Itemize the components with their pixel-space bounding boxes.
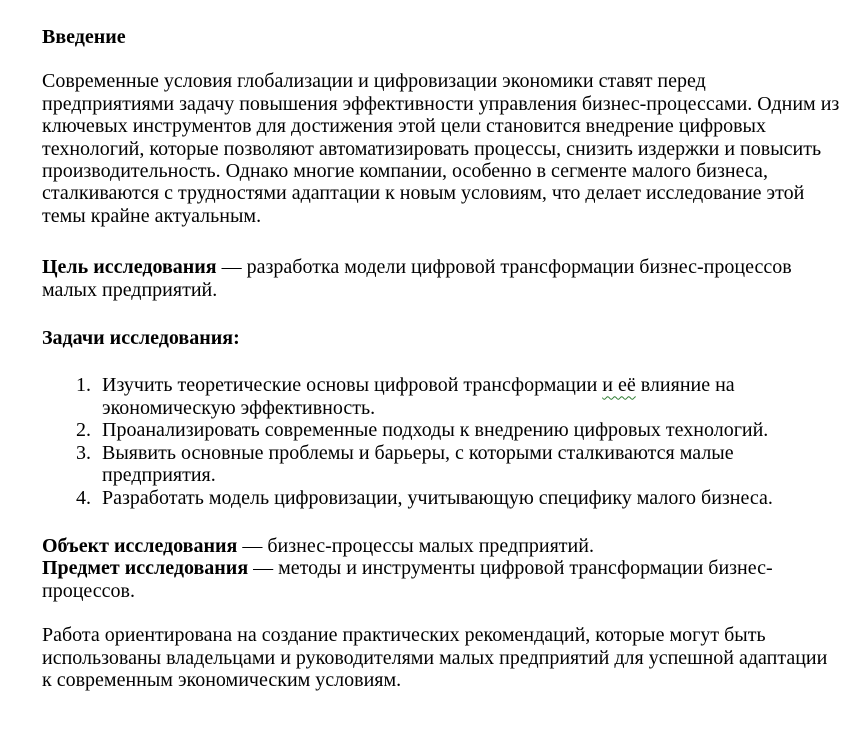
list-item-text-pre: Изучить теоретические основы цифровой трансформации [102, 374, 603, 397]
tasks-heading [42, 327, 840, 349]
subject-text: методы и инструменты цифровой трансформации бизнес-процессов. [42, 557, 773, 602]
list-item [42, 374, 840, 419]
list-item-text [102, 374, 735, 418]
closing-paragraph: Работа ориентирована на создание практических рекомендаций, которые могут быть использованы владельцами и руководителями малых предприятий для успешной адаптации к современным экономическим условиям. [42, 624, 828, 691]
object-text: бизнес-процессы малых предприятий. [267, 534, 594, 557]
list-item-number: 3. [76, 441, 91, 464]
list-item-number: 1. [76, 374, 91, 397]
list-item-number: 2. [76, 419, 91, 442]
list-item-text: Проанализировать современные подходы к внедрению цифровых технологий. [102, 419, 769, 442]
subject-paragraph [42, 557, 840, 602]
object-subject-block [42, 535, 840, 602]
tasks-heading-label: Задачи исследования: [42, 327, 240, 350]
goal-paragraph [42, 256, 840, 301]
list-item [42, 442, 840, 487]
list-item-text: Выявить основные проблемы и барьеры, с которыми сталкиваются малые предприятия. [102, 441, 734, 487]
object-paragraph [42, 535, 840, 557]
list-item [42, 419, 840, 441]
intro-paragraph: Современные условия глобализации и цифровизации экономики ставят перед предприятиями задачу повышения эффективности управления бизнес-процессами. Одним из ключевых инструментов для достижения этой цели становится внедрение цифровых технологий, которые позволяют автоматизировать процессы, снизить издержки и повысить производительность. Однако многие компании, особенно в сегменте малого бизнеса, сталкиваются с трудностями адаптации к новым условиям, что делает исследование этой темы крайне актуальным. [42, 70, 840, 227]
list-item [42, 487, 840, 509]
subject-label: Предмет исследования [42, 557, 249, 580]
page-title: Введение [42, 26, 126, 48]
object-label: Объект исследования [42, 534, 238, 557]
list-item-text: Разработать модель цифровизации, учитывающую специфику малого бизнеса. [102, 486, 773, 509]
subject-dash: — [253, 557, 274, 580]
task-list [42, 374, 840, 508]
goal-text: разработка модели цифровой трансформации бизнес-процессов малых предприятий. [42, 256, 792, 301]
grammar-flagged-text: и её [602, 374, 636, 397]
object-dash: — [242, 534, 263, 557]
list-item-text-post: влияние на экономическую эффективность. [102, 374, 735, 419]
list-item-number: 4. [76, 486, 91, 509]
goal-label: Цель исследования [42, 256, 217, 279]
goal-dash: — [221, 256, 242, 279]
